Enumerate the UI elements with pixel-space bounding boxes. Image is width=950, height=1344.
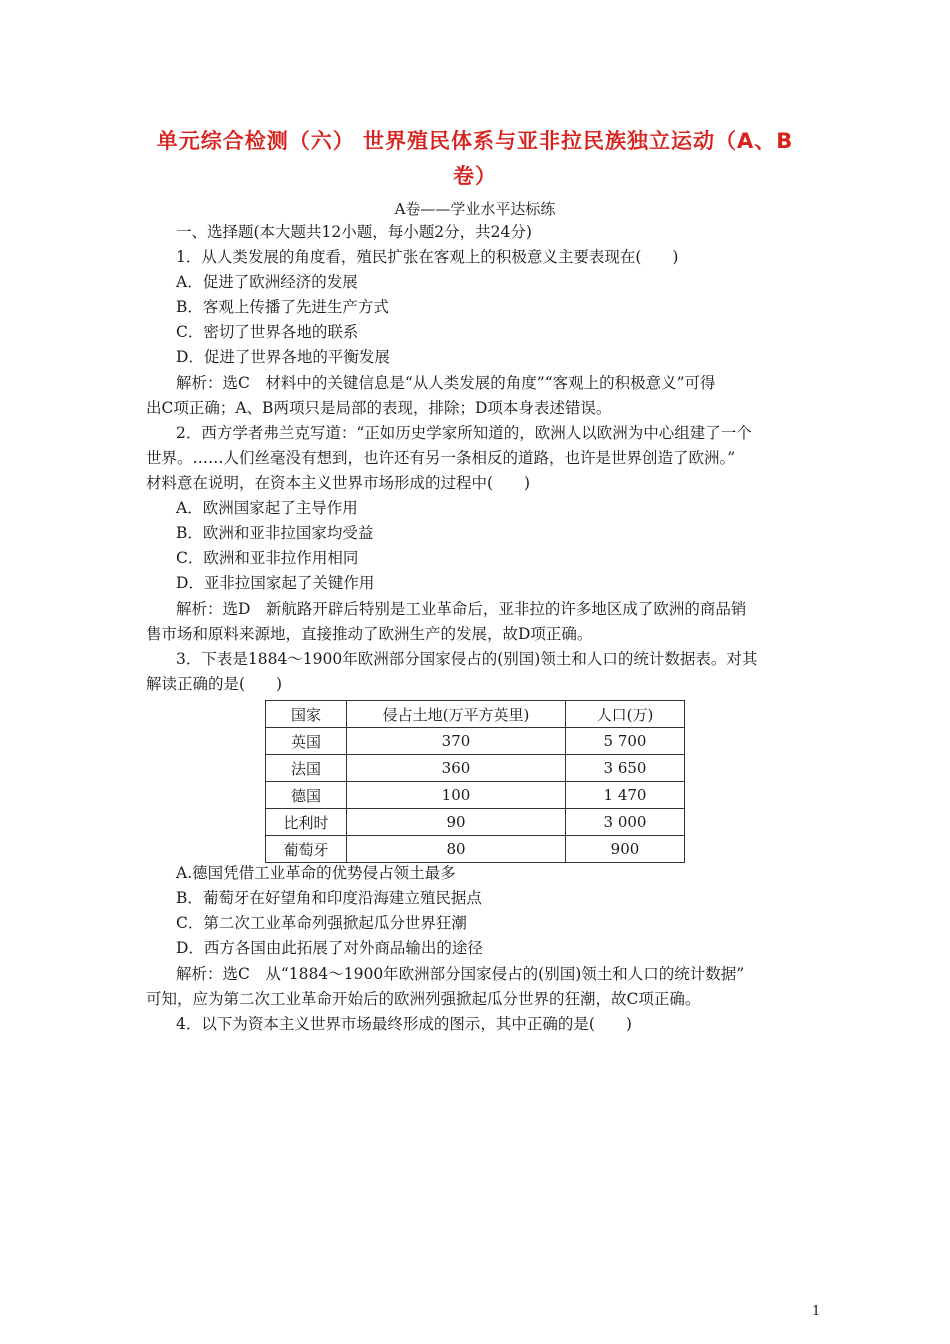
q3-option-b: B．葡萄牙在好望角和印度沿海建立殖民据点	[176, 889, 482, 907]
q3-analysis: 解析：选C 从“1884～1900年欧洲部分国家侵占的(别国)领土和人口的统计数据”	[176, 965, 745, 983]
q2-option-c: C．欧洲和亚非拉作用相同	[176, 549, 359, 567]
table-cell: 葡萄牙	[266, 836, 347, 863]
q2-analysis: 解析：选D 新航路开辟后特别是工业革命后，亚非拉的许多地区成了欧洲的商品销	[176, 600, 747, 618]
table-cell: 900	[566, 836, 685, 863]
q3-option-c: C．第二次工业革命列强掀起瓜分世界狂潮	[176, 914, 467, 932]
table-cell: 3 000	[566, 809, 685, 836]
table-header-cell: 侵占土地(万平方英里)	[347, 701, 566, 728]
table-cell: 90	[347, 809, 566, 836]
q2-option-a: A．欧洲国家起了主导作用	[176, 499, 358, 517]
table-cell: 法国	[266, 755, 347, 782]
q3-stem: 3．下表是1884～1900年欧洲部分国家侵占的(别国)领土和人口的统计数据表。对其	[176, 650, 758, 668]
table-cell: 比利时	[266, 809, 347, 836]
table-row	[266, 836, 685, 863]
page-title-line1: 单元综合检测（六） 世界殖民体系与亚非拉民族独立运动（A、B	[156, 129, 794, 153]
q2-option-b: B．欧洲和亚非拉国家均受益	[176, 524, 374, 542]
q1-stem: 1．从人类发展的角度看，殖民扩张在客观上的积极意义主要表现在( )	[176, 248, 679, 266]
colonial-data-table	[265, 700, 685, 863]
q2-analysis-cont: 售市场和原料来源地，直接推动了欧洲生产的发展，故D项正确。	[146, 625, 593, 643]
page-title-line2: 卷）	[453, 164, 497, 188]
table-cell: 1 470	[566, 782, 685, 809]
q1-analysis-cont: 出C项正确；A、B两项只是局部的表现，排除；D项本身表述错误。	[146, 399, 612, 417]
q1-option-b: B．客观上传播了先进生产方式	[176, 298, 389, 316]
q2-stem-cont1: 世界。……人们丝毫没有想到，也许还有另一条相反的道路，也许是世界创造了欧洲。”	[146, 449, 736, 467]
table-header-cell: 国家	[266, 701, 347, 728]
table-cell: 3 650	[566, 755, 685, 782]
table-cell: 5 700	[566, 728, 685, 755]
table-row	[266, 755, 685, 782]
page-number: 1	[812, 1304, 821, 1319]
q1-option-a: A．促进了欧洲经济的发展	[176, 273, 358, 291]
q1-option-c: C．密切了世界各地的联系	[176, 323, 359, 341]
table-cell: 德国	[266, 782, 347, 809]
q2-stem-cont2: 材料意在说明，在资本主义世界市场形成的过程中( )	[146, 474, 531, 492]
table-row	[266, 809, 685, 836]
table-row	[266, 728, 685, 755]
q3-analysis-cont: 可知，应为第二次工业革命开始后的欧洲列强掀起瓜分世界的狂潮，故C项正确。	[146, 990, 701, 1008]
q2-option-d: D．亚非拉国家起了关键作用	[176, 574, 375, 592]
q1-analysis: 解析：选C 材料中的关键信息是“从人类发展的角度”“客观上的积极意义”可得	[176, 374, 716, 392]
table-cell: 英国	[266, 728, 347, 755]
table-cell: 80	[347, 836, 566, 863]
q4-stem: 4．以下为资本主义世界市场最终形成的图示，其中正确的是( )	[176, 1015, 632, 1033]
table-header-row	[266, 701, 685, 728]
table-row	[266, 782, 685, 809]
q3-option-d: D．西方各国由此拓展了对外商品输出的途径	[176, 939, 483, 957]
q1-option-d: D．促进了世界各地的平衡发展	[176, 348, 390, 366]
q2-stem: 2．西方学者弗兰克写道：“正如历史学家所知道的，欧洲人以欧洲为中心组建了一个	[176, 424, 752, 442]
table-cell: 100	[347, 782, 566, 809]
table-cell: 360	[347, 755, 566, 782]
q3-option-a: A.德国凭借工业革命的优势侵占领土最多	[176, 864, 456, 882]
section-subtitle: A卷——学业水平达标练	[394, 200, 556, 218]
q3-stem-cont: 解读正确的是( )	[146, 675, 283, 693]
section-header: 一、选择题(本大题共12小题，每小题2分，共24分)	[176, 223, 532, 241]
table-cell: 370	[347, 728, 566, 755]
table-header-cell: 人口(万)	[566, 701, 685, 728]
